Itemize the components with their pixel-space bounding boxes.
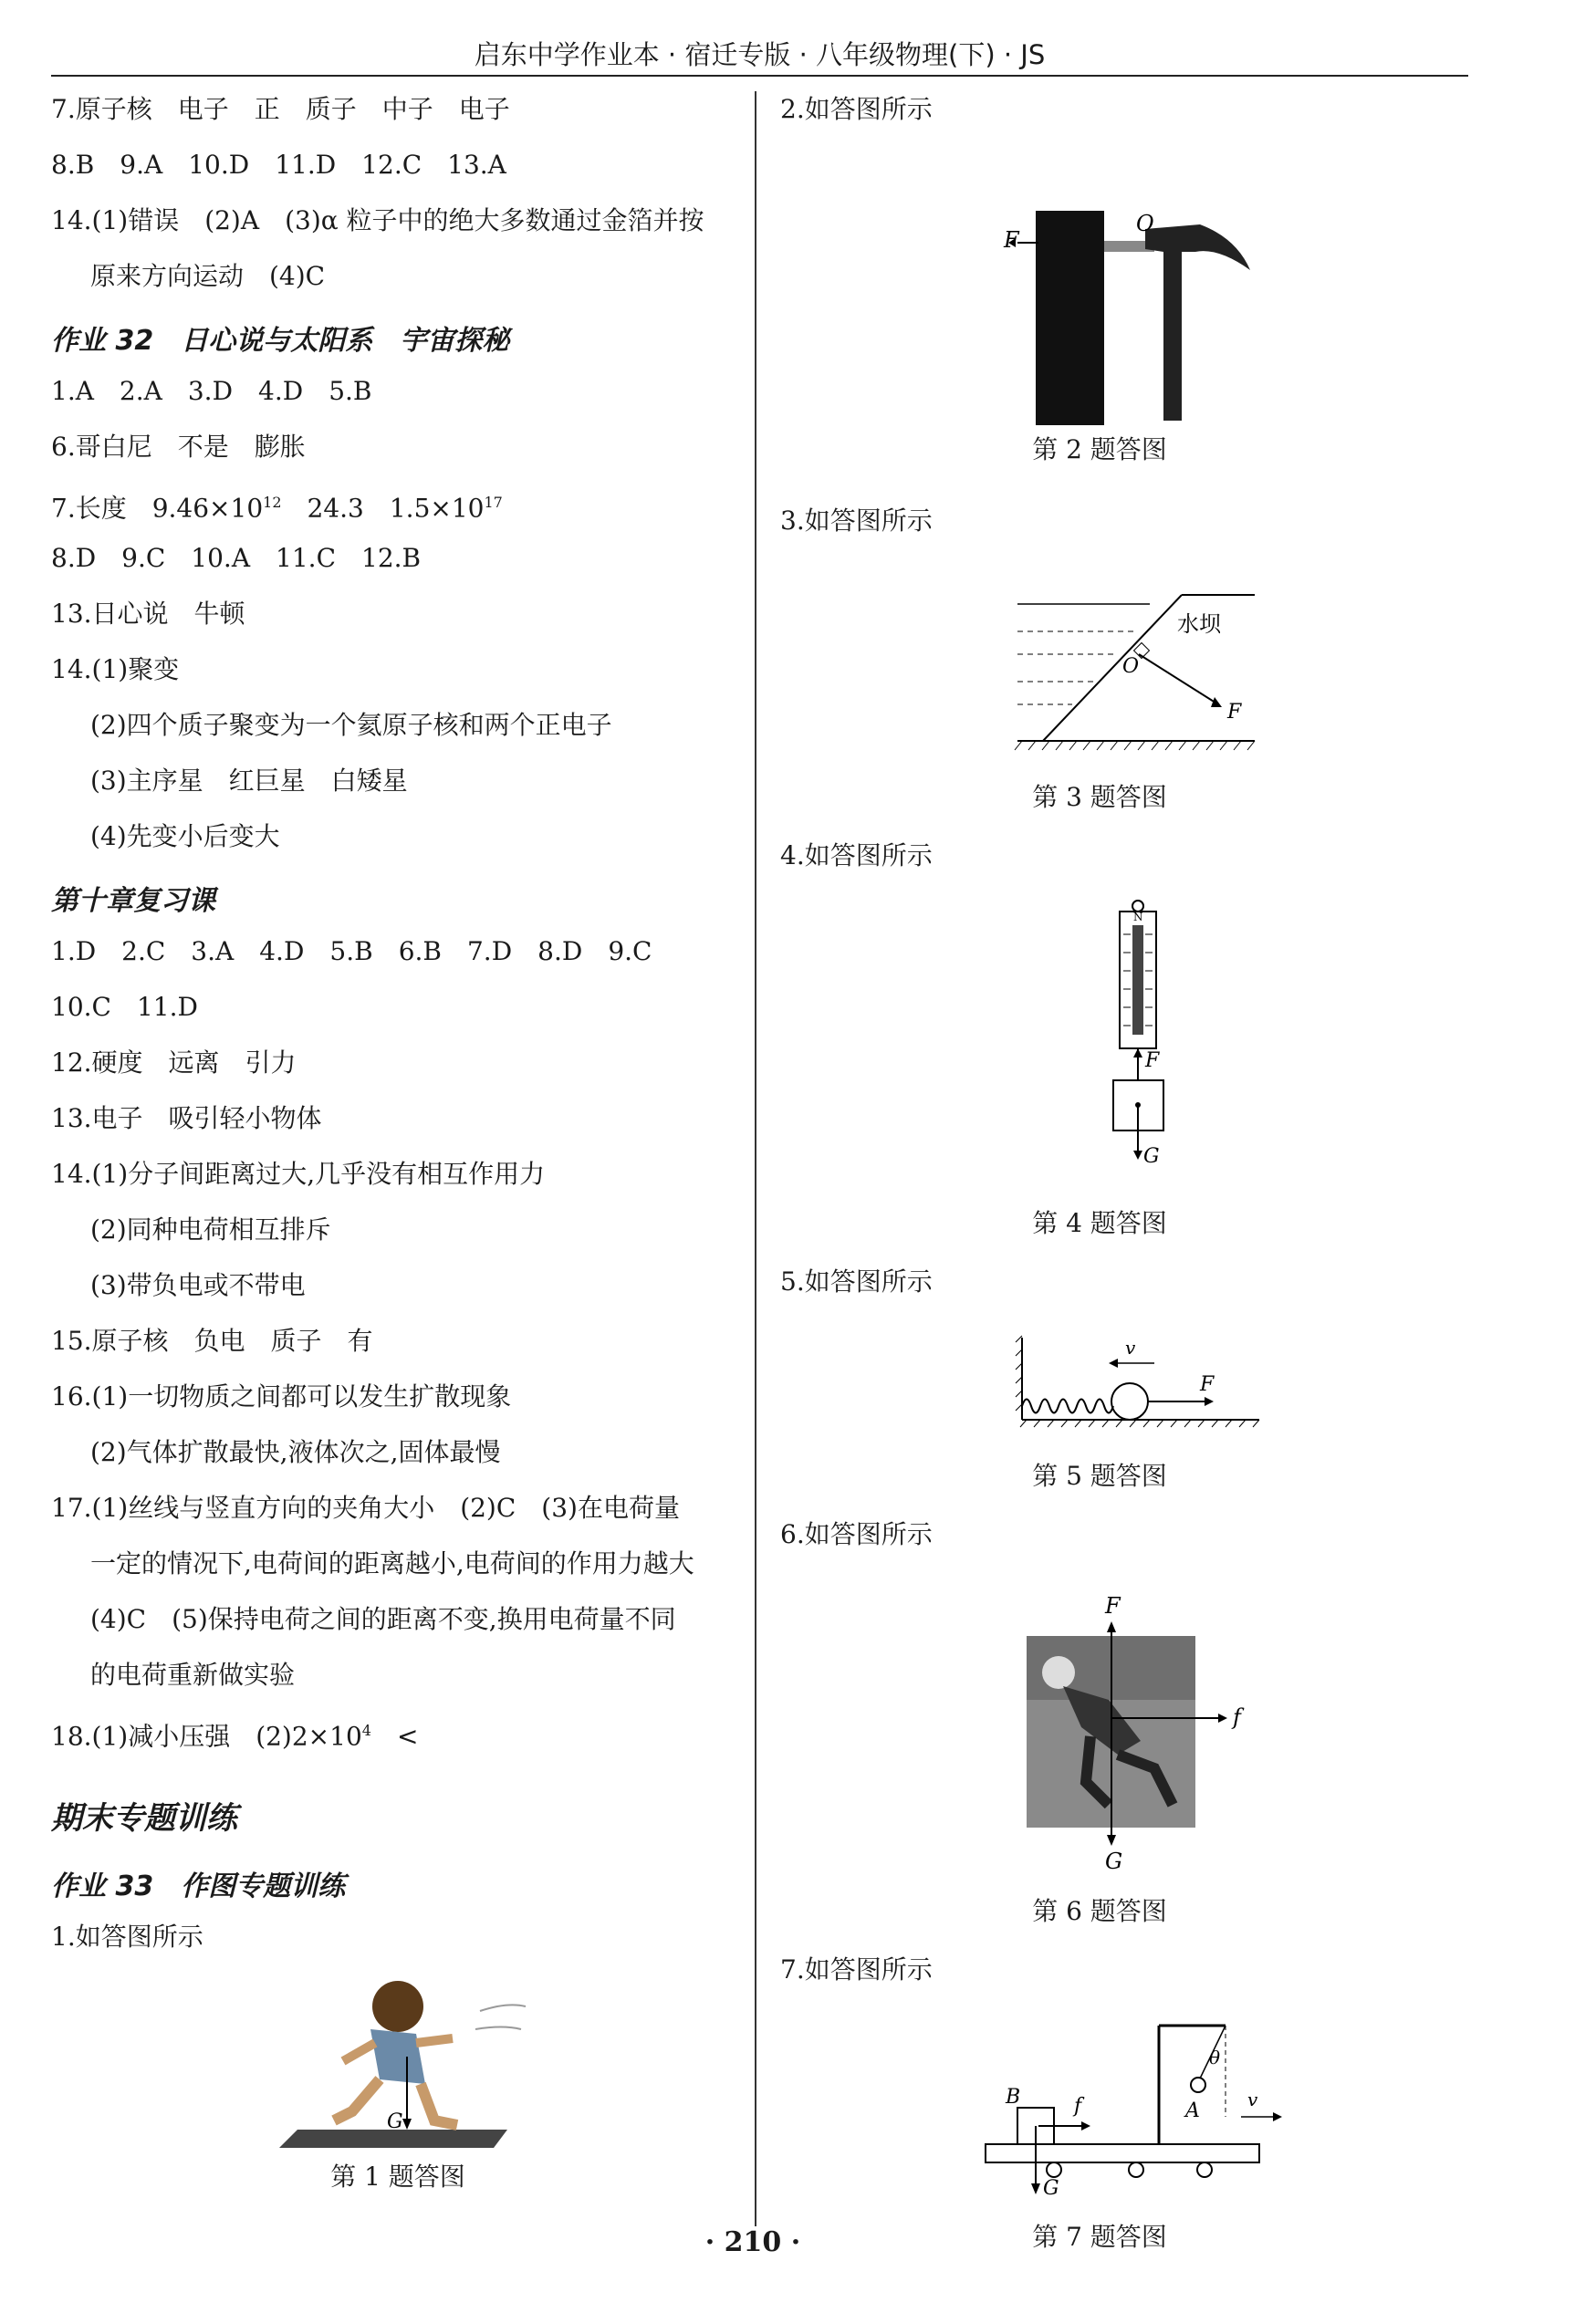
right-column — [780, 91, 1419, 2254]
answer-line: (2)同种电荷相互排斥 — [90, 1214, 331, 1245]
answer-line: 14.(1)聚变 — [51, 654, 180, 684]
answer-line — [51, 484, 745, 540]
answer-line: 15.原子核 负电 质子 有 — [51, 1326, 373, 1356]
figure-1-runner — [51, 1974, 745, 2157]
figure-caption: 第 7 题答图 — [1032, 2222, 1167, 2252]
page-number: · 210 · — [704, 2226, 801, 2258]
page-header: 启东中学作业本 · 宿迁专版 · 八年级物理(下) · JS — [51, 35, 1468, 77]
answer-line: 3.如答图所示 — [780, 505, 933, 536]
force-label: F — [1145, 1049, 1160, 1072]
dam-diagram — [780, 558, 1419, 777]
ground-hatch — [1015, 741, 1255, 750]
spring-scale-diagram — [780, 893, 1419, 1203]
arrow-head — [402, 2119, 412, 2130]
answer-line: 7.原子核 电子 正 质子 中子 电子 — [51, 94, 510, 124]
ball — [1111, 1383, 1148, 1420]
force-arrow — [1139, 654, 1218, 704]
answer-line: (2)气体扩散最快,液体次之,固体最慢 — [90, 1437, 501, 1467]
figure-2-hammer — [780, 147, 1419, 430]
runner-diagram — [51, 1974, 745, 2157]
answer-text: 18.(1)减小压强 (2)2×10 — [51, 1721, 362, 1752]
friction-label: f — [1233, 1704, 1241, 1730]
runner-leg — [334, 2079, 380, 2120]
point-label: O — [1122, 655, 1140, 678]
scale-spring — [1132, 925, 1143, 1035]
arrow-head — [1218, 1714, 1227, 1723]
ground-hatch — [1020, 1420, 1259, 1427]
velocity-label: v — [1247, 2089, 1258, 2110]
fulcrum-label: O — [1136, 211, 1154, 236]
answer-line: 14.(1)错误 (2)A (3)α 粒子中的绝大多数通过金箔并按 — [51, 205, 704, 235]
answer-line: 13.日心说 牛顿 — [51, 599, 245, 629]
answer-line: 5.如答图所示 — [780, 1266, 933, 1297]
gravity-label: G — [1043, 2177, 1059, 2200]
dam-label: 水坝 — [1177, 611, 1221, 637]
section-heading: 第十章复习课 — [51, 885, 215, 917]
cart-board — [986, 2144, 1259, 2162]
friction-label: f — [1074, 2095, 1082, 2118]
answer-line: 6.哥白尼 不是 膨胀 — [51, 432, 306, 462]
left-column — [51, 91, 745, 2193]
force-label: F — [1105, 1593, 1121, 1619]
answer-line: (4)先变小后变大 — [90, 821, 280, 851]
runner-arm — [416, 2038, 453, 2043]
answer-text: < — [370, 1721, 419, 1752]
arrow-head — [1107, 1835, 1116, 1846]
arrow-head — [1133, 1048, 1142, 1058]
runner-body — [370, 2029, 425, 2084]
answer-line: 一定的情况下,电荷间的距离越小,电荷间的作用力越大 — [90, 1548, 694, 1578]
motion-lines — [475, 2005, 526, 2029]
force-label: F — [1004, 227, 1019, 253]
answer-line: 1.A 2.A 3.D 4.D 5.B — [51, 376, 372, 406]
figure-6-skater — [780, 1572, 1419, 1891]
arrow-head — [1205, 1397, 1214, 1406]
column-divider — [755, 91, 756, 2226]
answer-text: 24.3 1.5×10 — [281, 493, 485, 524]
runner-head — [372, 1981, 423, 2032]
answer-line: (2)四个质子聚变为一个氦原子核和两个正电子 — [90, 710, 612, 740]
answer-line: 10.C 11.D — [51, 992, 198, 1022]
answer-line: 8.D 9.C 10.A 11.C 12.B — [51, 543, 422, 573]
arrow-head — [1109, 1359, 1118, 1368]
answer-line: 17.(1)丝线与竖直方向的夹角大小 (2)C (3)在电荷量 — [51, 1493, 680, 1523]
exponent: 17 — [484, 494, 503, 511]
runner-arm — [343, 2043, 375, 2061]
arrow-head — [1081, 2121, 1090, 2131]
skater-helmet — [1042, 1656, 1075, 1689]
answer-line: 13.电子 吸引轻小物体 — [51, 1103, 322, 1133]
exponent: 4 — [361, 1722, 371, 1739]
figure-7-cart — [780, 2007, 1419, 2217]
hammer-diagram — [780, 147, 1419, 430]
answer-line: 的电荷重新做实验 — [90, 1660, 296, 1690]
figure-caption: 第 2 题答图 — [1032, 434, 1167, 464]
velocity-label: v — [1125, 1337, 1136, 1359]
answer-line: 14.(1)分子间距离过大,几乎没有相互作用力 — [51, 1159, 546, 1189]
answer-line: 1.如答图所示 — [51, 1922, 203, 1952]
answer-line: (3)主序星 红巨星 白矮星 — [90, 766, 408, 796]
figure-caption: 第 1 题答图 — [330, 2162, 465, 2192]
ball-a — [1191, 2078, 1205, 2092]
exponent: 12 — [263, 494, 282, 511]
answer-line: (4)C (5)保持电荷之间的距离不变,换用电荷量不同 — [90, 1604, 676, 1634]
arrow-head — [1107, 1621, 1116, 1632]
cart-wheel — [1129, 2162, 1143, 2177]
section-heading: 作业 32 日心说与太阳系 宇宙探秘 — [51, 325, 510, 357]
figure-caption: 第 5 题答图 — [1032, 1461, 1167, 1491]
answer-line — [51, 1713, 745, 1768]
runner-leg — [421, 2084, 457, 2125]
answer-line: 2.如答图所示 — [780, 94, 933, 124]
cart-diagram — [780, 2007, 1419, 2217]
spring-ball-diagram — [780, 1319, 1419, 1456]
gravity-label: G — [1105, 1849, 1123, 1874]
figure-5-spring-ball — [780, 1319, 1419, 1456]
answer-line: 6.如答图所示 — [780, 1519, 933, 1549]
arrow-head — [1211, 697, 1222, 707]
unit-label: N — [1133, 911, 1143, 923]
force-label: F — [1200, 1373, 1215, 1396]
answer-line: 8.B 9.A 10.D 11.D 12.C 13.A — [51, 150, 506, 180]
figure-caption: 第 6 题答图 — [1032, 1896, 1167, 1926]
figure-4-spring-scale — [780, 893, 1419, 1203]
answer-line: 4.如答图所示 — [780, 840, 933, 870]
wall-hatch — [1016, 1336, 1022, 1411]
wall-block — [1036, 211, 1104, 425]
section-heading: 作业 33 作图专题训练 — [51, 1870, 346, 1902]
cart-wheel — [1197, 2162, 1212, 2177]
spring — [1022, 1400, 1113, 1413]
gravity-label: G — [1143, 1145, 1160, 1168]
section-heading: 期末专题训练 — [51, 1800, 237, 1837]
ball-label: A — [1185, 2099, 1200, 2122]
cart-wheel — [1047, 2162, 1061, 2177]
answer-line: 1.D 2.C 3.A 4.D 5.B 6.B 7.D 8.D 9.C — [51, 936, 652, 966]
force-label: F — [1227, 701, 1242, 724]
answer-line: 16.(1)一切物质之间都可以发生扩散现象 — [51, 1381, 512, 1412]
answer-text: 7.长度 9.46×10 — [51, 493, 264, 524]
angle-label: θ — [1209, 2047, 1221, 2068]
answer-line: 7.如答图所示 — [780, 1954, 933, 1985]
figure-caption: 第 3 题答图 — [1032, 782, 1167, 812]
skater-diagram — [780, 1572, 1419, 1891]
answer-line: 12.硬度 远离 引力 — [51, 1047, 297, 1078]
answer-line: (3)带负电或不带电 — [90, 1270, 306, 1300]
answer-line: 原来方向运动 (4)C — [90, 261, 326, 291]
arrow-head — [1273, 2112, 1282, 2121]
block-label: B — [1006, 2086, 1021, 2109]
hammer-head — [1145, 224, 1250, 421]
gravity-label: G — [387, 2110, 403, 2133]
figure-caption: 第 4 题答图 — [1032, 1208, 1167, 1238]
figure-3-dam — [780, 558, 1419, 777]
arrow-head — [1133, 1151, 1142, 1160]
arrow-head — [1031, 2183, 1040, 2194]
